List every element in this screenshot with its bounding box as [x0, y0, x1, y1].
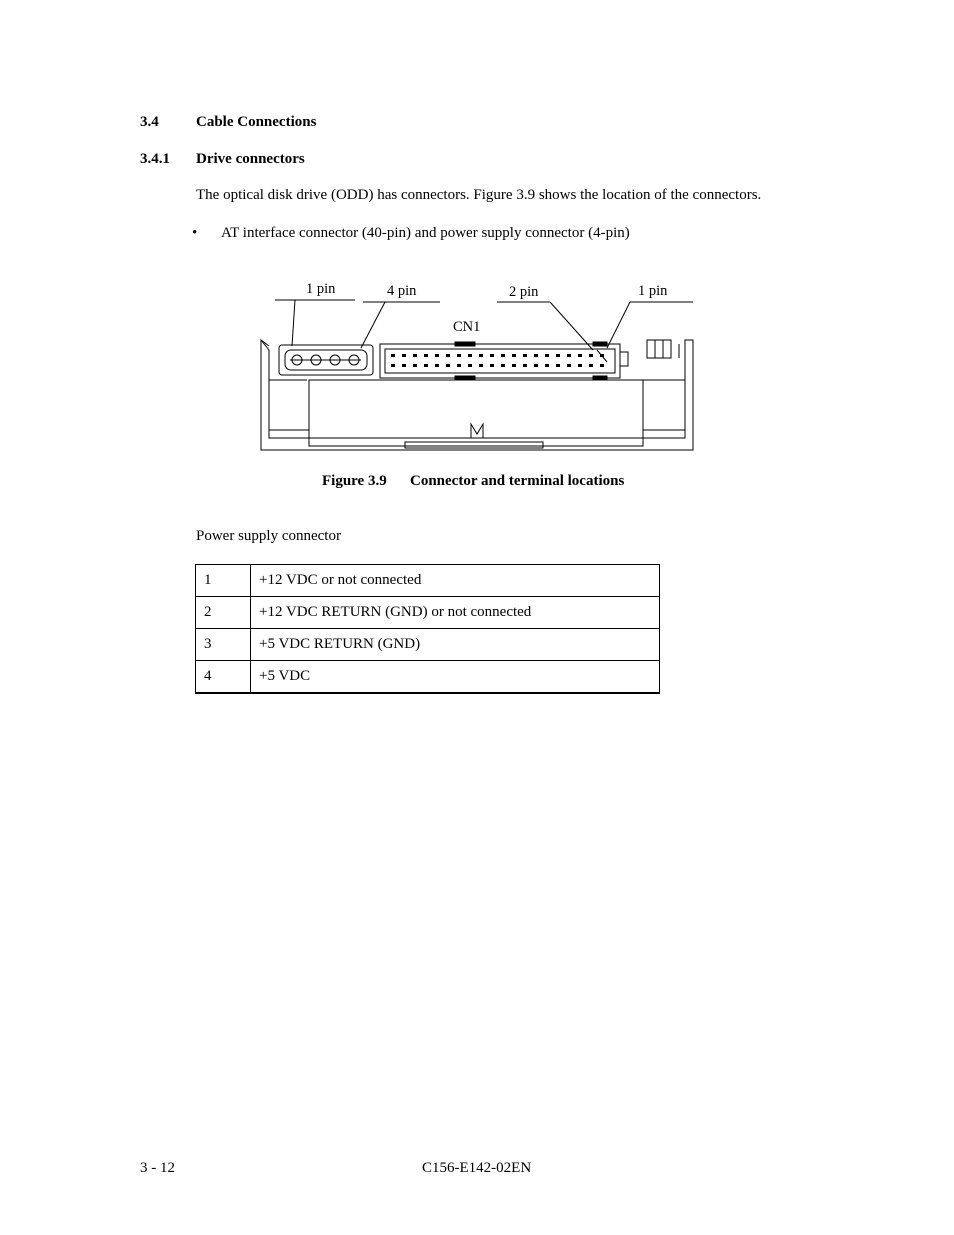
section-number: 3.4 [140, 114, 159, 130]
connector-pin [391, 364, 395, 367]
connector-pins [391, 354, 604, 367]
pin-cell: 1 [196, 565, 251, 597]
m-mark [471, 424, 483, 438]
connector-pin [446, 364, 450, 367]
connector-figure [255, 270, 700, 458]
power-supply-table [195, 564, 660, 694]
connector-pin [413, 354, 417, 357]
leader-4pin-drop [361, 302, 385, 348]
label-4pin: 4 pin [387, 283, 417, 299]
connector-pin [402, 354, 406, 357]
connector-pin [446, 354, 450, 357]
pin-cell: 4 [196, 661, 251, 694]
subsection-number: 3.4.1 [140, 151, 170, 167]
leader-2pin-drop [550, 302, 593, 350]
connector-pin [534, 354, 538, 357]
pin-cell: 3 [196, 629, 251, 661]
label-2pin: 2 pin [509, 284, 539, 300]
page-number: 3 - 12 [140, 1160, 175, 1176]
label-1pin-left: 1 pin [306, 281, 336, 297]
connector-pin [457, 364, 461, 367]
connector-pin [413, 364, 417, 367]
connector-pin [468, 354, 472, 357]
connector-pin [567, 354, 571, 357]
connector-pin [523, 364, 527, 367]
connector-pin [457, 354, 461, 357]
connector-pin [479, 364, 483, 367]
figure-caption-number: Figure 3.9 [322, 473, 387, 489]
desc-cell: +5 VDC [251, 661, 660, 694]
connector-pin [523, 354, 527, 357]
desc-cell: +5 VDC RETURN (GND) [251, 629, 660, 661]
pin-cell: 2 [196, 597, 251, 629]
connector-pin [545, 354, 549, 357]
table-row [196, 597, 660, 629]
label-1pin-right: 1 pin [638, 283, 668, 299]
bullet-marker: • [192, 225, 198, 241]
connector-pin [512, 354, 516, 357]
section-title: Cable Connections [196, 114, 317, 130]
table-row [196, 629, 660, 661]
connector-pin [567, 364, 571, 367]
leader-1pin-left-drop [292, 300, 295, 346]
leader-1pin-right-drop [607, 302, 630, 348]
connector-pin [545, 364, 549, 367]
connector-pin [435, 354, 439, 357]
table-row [196, 565, 660, 597]
figure-caption-text: Connector and terminal locations [410, 473, 625, 489]
drive-body [309, 380, 643, 446]
jumper-block [647, 340, 671, 358]
intro-paragraph: The optical disk drive (ODD) has connectors. Figure 3.9 shows the location of the connectors. [196, 187, 762, 203]
connector-pin [490, 364, 494, 367]
connector-pin [589, 364, 593, 367]
bullet-item: AT interface connector (40-pin) and power supply connector (4-pin) [221, 225, 630, 241]
connector-pin [578, 364, 582, 367]
label-cn1: CN1 [453, 319, 481, 335]
connector-pin [556, 364, 560, 367]
connector-pin [391, 354, 395, 357]
connector-pin [435, 364, 439, 367]
table-title: Power supply connector [196, 528, 341, 544]
connector-pin [402, 364, 406, 367]
connector-pin [534, 364, 538, 367]
connector-pin [490, 354, 494, 357]
desc-cell: +12 VDC RETURN (GND) or not connected [251, 597, 660, 629]
subsection-title: Drive connectors [196, 151, 305, 167]
connector-pin [468, 364, 472, 367]
document-id: C156-E142-02EN [422, 1160, 532, 1176]
connector-pin [589, 354, 593, 357]
desc-cell: +12 VDC or not connected [251, 565, 660, 597]
connector-pin [424, 354, 428, 357]
connector-pin [600, 364, 604, 367]
connector-pin [501, 354, 505, 357]
connector-pin [479, 354, 483, 357]
table-row [196, 661, 660, 694]
connector-pin [556, 354, 560, 357]
connector-pin [512, 364, 516, 367]
connector-pin [501, 364, 505, 367]
connector-pin [578, 354, 582, 357]
connector-pin [424, 364, 428, 367]
